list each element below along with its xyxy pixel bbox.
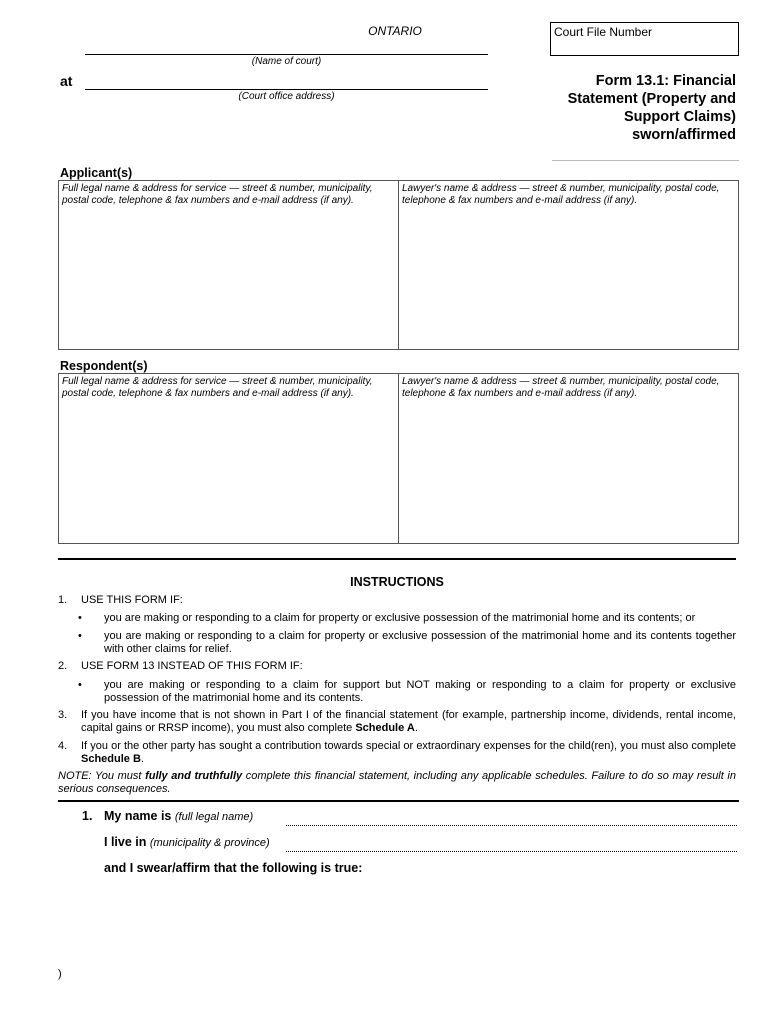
court-file-number-field[interactable]	[550, 22, 739, 56]
bullet-text: you are making or responding to a claim for property or exclusive possession of the matrimonial home and its contents together with other claims for relief.	[104, 630, 736, 655]
respondent-details-field[interactable]	[59, 374, 398, 543]
instruction-number: 3.	[58, 709, 68, 721]
form-title-line: Statement (Property and	[567, 91, 736, 107]
bullet-text: you are making or responding to a claim for support but NOT making or responding to a claim for property or exclusive possession of the matrimonial home and its contents.	[104, 679, 736, 704]
schedule-b-ref: Schedule B	[81, 753, 141, 765]
residence-field[interactable]	[286, 851, 737, 852]
instruction-text-part: If you or the other party has sought a contribution towards special or extraordinary expenses for the child(ren), you must also complete	[81, 740, 736, 752]
respondent-details-caption: Full legal name & address for service — street & number, municipality, postal code, telephone & fax numbers and e-mail address (if any).	[62, 376, 373, 399]
instruction-text: USE FORM 13 INSTEAD OF THIS FORM IF:	[81, 660, 303, 672]
instruction-item	[58, 660, 736, 673]
form-title-line: sworn/affirmed	[632, 127, 736, 143]
residence-label	[104, 835, 270, 849]
residence-label-text: I live in	[104, 835, 150, 849]
name-label	[104, 809, 253, 823]
respondents-heading: Respondent(s)	[60, 359, 148, 373]
section-divider	[58, 800, 739, 802]
instruction-item	[58, 740, 736, 766]
schedule-a-ref: Schedule A	[355, 722, 415, 734]
name-label-text: My name is	[104, 809, 175, 823]
instruction-number: 2.	[58, 660, 68, 672]
instruction-text: USE THIS FORM IF:	[81, 594, 183, 606]
instruction-number: 4.	[58, 740, 68, 752]
section-divider	[58, 558, 736, 560]
respondents-table	[58, 373, 739, 544]
title-divider	[552, 160, 739, 161]
applicant-lawyer-caption: Lawyer's name & address — street & number, municipality, postal code, telephone & fax numbers and e-mail address (if any).	[402, 183, 720, 206]
applicant-lawyer-field[interactable]	[398, 181, 738, 349]
sworn-item-number: 1.	[82, 809, 93, 823]
swear-statement: and I swear/affirm that the following is true:	[104, 861, 363, 875]
respondent-lawyer-field[interactable]	[398, 374, 738, 543]
instruction-bullet	[78, 679, 736, 705]
court-address-caption: (Court office address)	[238, 91, 335, 102]
full-legal-name-field[interactable]	[286, 825, 737, 826]
note-prefix: NOTE: You must	[58, 770, 146, 782]
footer-mark: )	[58, 968, 62, 980]
instruction-bullet	[78, 630, 736, 656]
court-name-caption: (Name of court)	[251, 56, 322, 67]
bullet-icon: •	[78, 679, 82, 691]
instruction-text-end: .	[414, 722, 418, 734]
bullet-icon: •	[78, 630, 82, 642]
court-file-number-label: Court File Number	[554, 25, 653, 39]
instruction-number: 1.	[58, 594, 68, 606]
form-title-line: Form 13.1: Financial	[595, 73, 736, 89]
instructions-heading: INSTRUCTIONS	[350, 575, 444, 589]
instruction-item	[58, 594, 736, 607]
instruction-text-end: .	[140, 753, 144, 765]
respondent-lawyer-caption: Lawyer's name & address — street & number, municipality, postal code, telephone & fax numbers and e-mail address (if any).	[402, 376, 720, 399]
at-label: at	[60, 73, 73, 89]
bullet-icon: •	[78, 612, 82, 624]
instruction-bullet	[78, 612, 736, 625]
applicant-details-field[interactable]	[59, 181, 398, 349]
residence-hint: (municipality & province)	[149, 837, 270, 849]
applicant-details-caption: Full legal name & address for service — street & number, municipality, postal code, telephone & fax numbers and e-mail address (if any).	[62, 183, 373, 206]
court-name-field[interactable]	[85, 54, 488, 55]
form-title-line: Support Claims)	[624, 109, 736, 125]
jurisdiction-label: ONTARIO	[368, 24, 422, 38]
court-address-field[interactable]	[85, 89, 488, 90]
note-suffix: complete this financial statement, including any applicable schedules. Failure to do so may result in serious consequences.	[58, 770, 736, 795]
instruction-text	[81, 709, 736, 735]
note-text	[58, 770, 736, 796]
instruction-item	[58, 709, 736, 735]
note-emphasis: fully and truthfully	[145, 770, 243, 782]
bullet-text: you are making or responding to a claim for property or exclusive possession of the matrimonial home and its contents; or	[104, 612, 696, 624]
form-title	[500, 72, 736, 144]
instruction-text	[81, 740, 736, 766]
applicants-table	[58, 180, 739, 350]
applicants-heading: Applicant(s)	[60, 166, 133, 180]
name-hint: (full legal name)	[174, 811, 254, 823]
instruction-text-part: If you have income that is not shown in Part I of the financial statement (for example, partnership income, dividends, rental income, capital gains or RRSP income), you must also complete	[81, 709, 736, 734]
